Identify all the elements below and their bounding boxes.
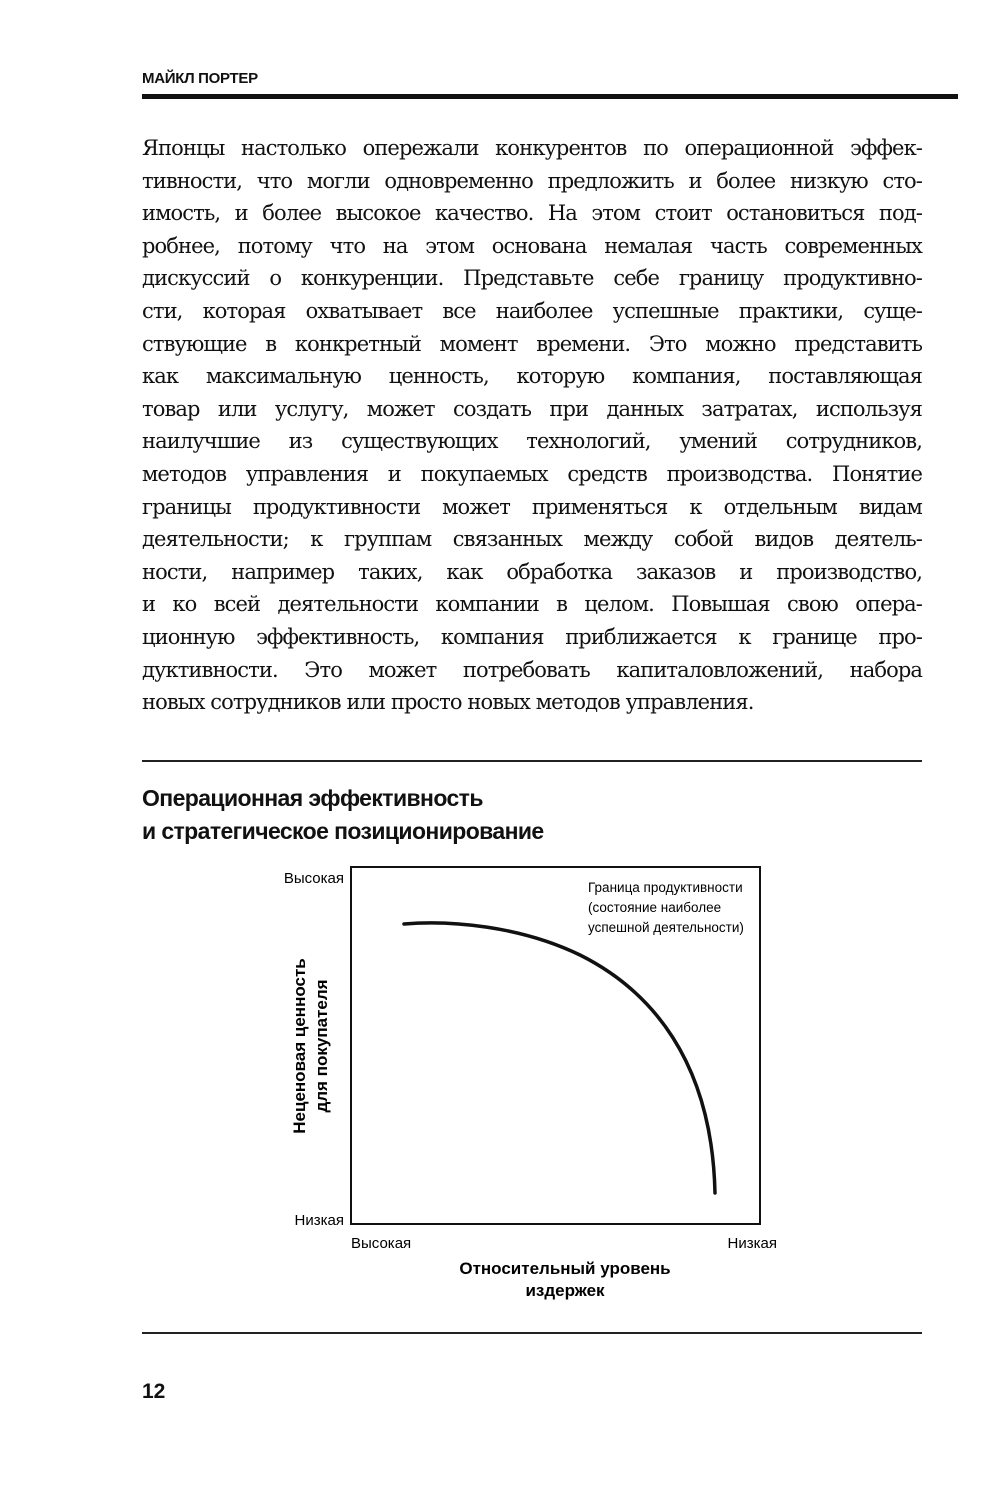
text-line: Японцы настолько опережали конкурентов по операционной эффек- [142,136,922,160]
curve-label-line: успешной деятельности) [588,920,744,935]
text-line: тивности, что могли одновременно предложить и более низкую сто- [142,168,922,193]
text-line: дуктивности. Это может потребовать капиталовложений, набора [142,657,922,682]
page-number: 12 [142,1380,166,1403]
y-axis-low-label: Низкая [294,1212,344,1229]
x-axis-title-line: Относительный уровень [459,1259,671,1278]
y-axis-title-line: Неценовая ценность [290,958,309,1134]
text-line: робнее, потому что на этом основана немалая часть современных [142,233,922,258]
curve-label-line: (состояние наиболее [588,900,722,915]
text-line: имость, и более высокое качество. На этом стоит остановиться под- [142,201,922,226]
figure-title-line: Операционная эффективность [142,785,483,811]
text-line: дискуссий о конкуренции. Представьте себе границу продуктивно- [142,266,922,291]
text-line: товар или услугу, может создать при данных затратах, используя [142,396,922,421]
y-axis-title-line: для покупателя [312,979,331,1113]
text-line: границы продуктивности может применяться к отдельным видам [142,494,922,519]
figure-bottom-rule [142,1332,922,1334]
text-line: и ко всей деятельности компании в целом. Повышая свою опера- [142,592,922,617]
text-line: новых сотрудников или просто новых методов управления. [142,690,754,715]
text-line: как максимальную ценность, которую компания, поставляющая [142,364,922,389]
x-axis-high-label: Высокая [351,1235,412,1252]
text-line: ционную эффективность, компания приближается к границе про- [142,624,922,649]
text-line: методов управления и покупаемых средств производства. Понятие [142,461,922,486]
text-line: ствующие в конкретный момент времени. Это можно представить [142,331,922,356]
running-header: МАЙКЛ ПОРТЕР [142,70,258,87]
x-axis-title-line: издержек [525,1281,605,1300]
figure-title-line: и стратегическое позиционирование [142,818,544,844]
text-line: наилучшие из существующих технологий, умений сотрудников, [142,429,922,454]
x-axis-low-label: Низкая [727,1235,777,1252]
text-line: деятельности; к группам связанных между собой видов деятель- [142,527,922,552]
text-line: сти, которая охватывает все наиболее успешные практики, суще- [142,298,922,323]
text-line: ности, например таких, как обработка заказов и производство, [142,559,922,584]
y-axis-high-label: Высокая [283,870,344,887]
productivity-frontier-curve [404,923,715,1193]
curve-label-line: Граница продуктивности [588,880,743,895]
